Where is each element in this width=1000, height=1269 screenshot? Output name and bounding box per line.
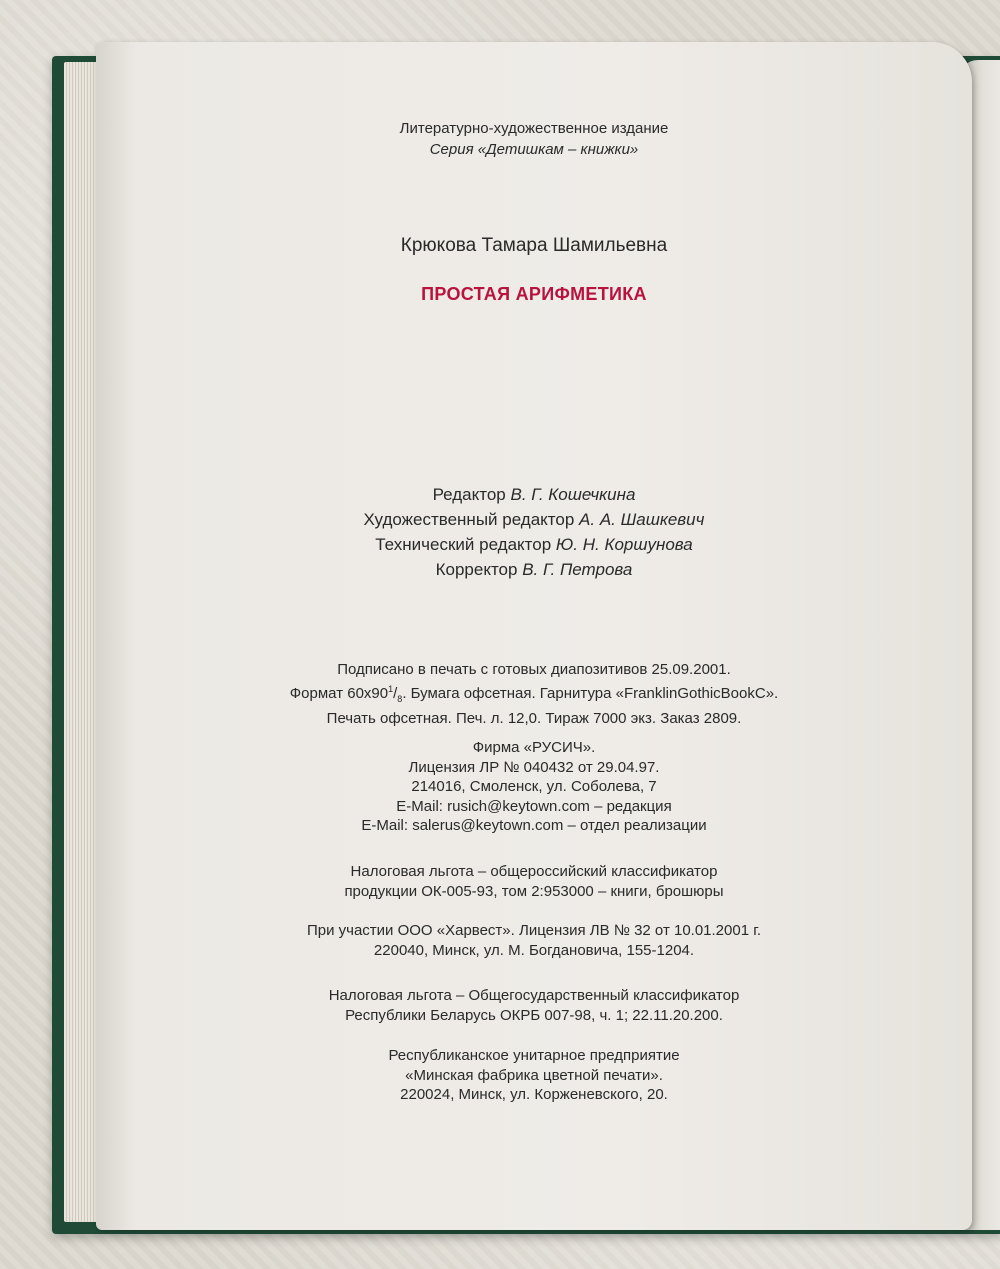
tax-line: Налоговая льгота – Общегосударственный классификатор bbox=[328, 987, 740, 1004]
credit-person: Ю. Н. Коршунова bbox=[555, 535, 693, 554]
signed-to-print: Подписано в печать с готовых диапозитивов 25.09.2001. bbox=[337, 661, 731, 678]
series-name: Серия «Детишкам – книжки» bbox=[429, 141, 639, 158]
print-run: Печать офсетная. Печ. л. 12,0. Тираж 7000 экз. Заказ 2809. bbox=[326, 710, 742, 727]
format-suffix: . Бумага офсетная. Гарнитура «FranklinGothicBookC». bbox=[402, 684, 779, 702]
credit-tech-editor bbox=[96, 532, 972, 557]
credit-proofreader bbox=[96, 557, 972, 582]
harvest-address: 220040, Минск, ул. М. Богдановича, 155-1204. bbox=[373, 941, 695, 959]
publisher-license: Лицензия ЛР № 040432 от 29.04.97. bbox=[408, 758, 660, 776]
edition-type: Литературно-художественное издание bbox=[399, 120, 669, 137]
edition-header bbox=[96, 118, 972, 160]
staff-credits bbox=[96, 482, 972, 582]
publisher-email-sales: E-Mail: salerus@keytown.com – отдел реализации bbox=[361, 817, 707, 834]
tax-line: продукции ОК-005-93, том 2:953000 – книги, брошюры bbox=[344, 882, 724, 900]
tax-line: Налоговая льгота – общероссийский классификатор bbox=[350, 863, 718, 880]
credit-editor bbox=[96, 482, 972, 507]
credit-role: Художественный редактор bbox=[363, 510, 575, 529]
printer-type: Республиканское унитарное предприятие bbox=[388, 1047, 680, 1064]
tax-benefit-belarus bbox=[96, 986, 972, 1025]
harvest-license: При участии ООО «Харвест». Лицензия ЛВ № 32 от 10.01.2001 г. bbox=[306, 922, 762, 939]
credit-person: А. А. Шашкевич bbox=[579, 510, 705, 529]
tax-line: Республики Беларусь ОКРБ 007-98, ч. 1; 22.11.20.200. bbox=[345, 1006, 723, 1024]
book-title: ПРОСТАЯ АРИФМЕТИКА bbox=[421, 284, 647, 304]
credit-role: Технический редактор bbox=[375, 535, 552, 554]
credit-person: В. Г. Кошечкина bbox=[510, 485, 636, 504]
publisher-email-editorial: E-Mail: rusich@keytown.com – редакция bbox=[396, 797, 672, 815]
printer-info bbox=[96, 1046, 972, 1105]
format-line: Формат $60х90^1/_8$. Бумага офсетная. Гарнитура «FranklinGothicBookC». bbox=[289, 683, 779, 704]
print-details bbox=[96, 660, 972, 729]
tax-benefit-russia bbox=[96, 862, 972, 901]
printer-name: «Минская фабрика цветной печати». bbox=[405, 1066, 663, 1084]
page-text bbox=[96, 42, 972, 1230]
publisher-address: 214016, Смоленск, ул. Соболева, 7 bbox=[411, 778, 657, 795]
publisher-name: Фирма «РУСИЧ». bbox=[472, 739, 596, 756]
harvest-info bbox=[96, 921, 972, 960]
credit-role: Редактор bbox=[432, 485, 506, 504]
credit-person: В. Г. Петрова bbox=[522, 560, 633, 579]
format-prefix: Формат 60х90 bbox=[289, 684, 389, 702]
author-name: Крюкова Тамара Шамильевна bbox=[400, 235, 668, 256]
printer-address: 220024, Минск, ул. Корженевского, 20. bbox=[400, 1086, 668, 1103]
publisher-info bbox=[96, 738, 972, 836]
credit-art-editor bbox=[96, 507, 972, 532]
format-denominator: 8 bbox=[397, 693, 403, 704]
credit-role: Корректор bbox=[435, 560, 518, 579]
format-numerator: 1 bbox=[388, 683, 394, 694]
